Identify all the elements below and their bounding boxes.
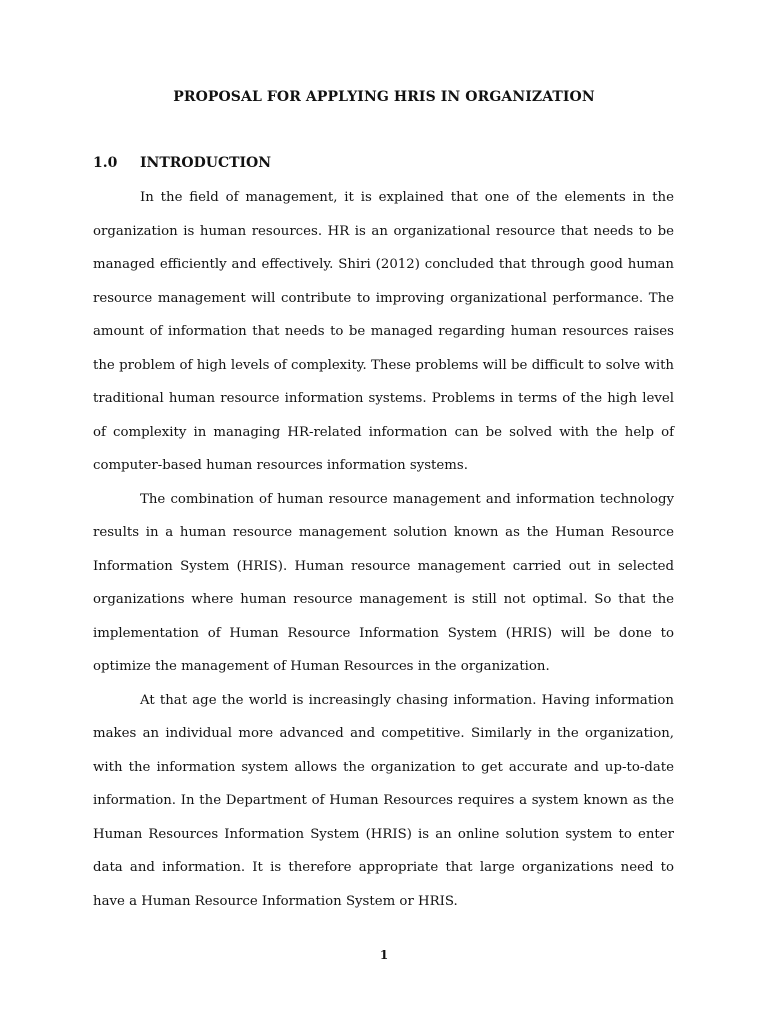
document-body (93, 181, 674, 918)
section-heading (93, 153, 271, 173)
section-number: 1.0 (93, 155, 118, 171)
document-title: PROPOSAL FOR APPLYING HRIS IN ORGANIZATION (173, 89, 595, 105)
paragraph-1: In the field of management, it is explained that one of the elements in the organization is human resources. HR is an organizational resource that needs to be managed efficiently and effectively. Shiri (2012) concluded that through good human resource management will contribute to improving organizational performance. The amount of information that needs to be managed regarding human resources raises the problem of high levels of complexity. These problems will be difficult to solve with traditional human resource information systems. Problems in terms of the high level of complexity in managing HR-related information can be solved with the help of computer-based human resources information systems. (93, 190, 674, 473)
paragraph-2: The combination of human resource management and information technology results in a human resource management solution known as the Human Resource Information System (HRIS). Human resource management carried out in selected organizations where human resource management is still not optimal. So that the implementation of Human Resource Information System (HRIS) will be done to optimize the management of Human Resources in the organization. (93, 491, 674, 674)
section-title: INTRODUCTION (140, 155, 272, 171)
paragraph-3: At that age the world is increasingly chasing information. Having information makes an individual more advanced and competitive. Similarly in the organization, with the information system allows the organization to get accurate and up-to-date information. In the Department of Human Resources requires a system known as the Human Resources Information System (HRIS) is an online solution system to enter data and information. It is therefore appropriate that large organizations need to have a Human Resource Information System or HRIS. (93, 692, 674, 909)
page-number: 1 (379, 948, 389, 962)
